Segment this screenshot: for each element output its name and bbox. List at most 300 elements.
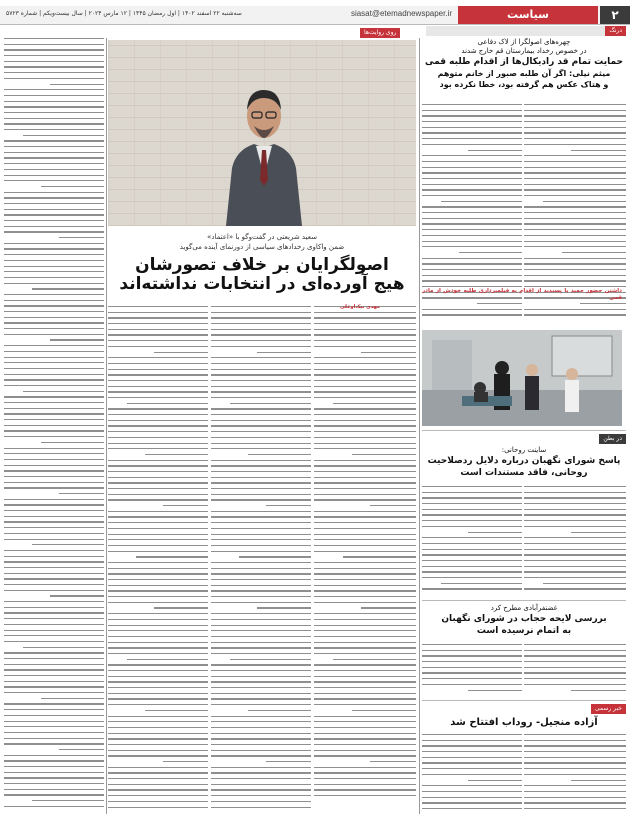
text-line [524,667,626,668]
text-line [524,509,626,510]
text-line [108,317,208,318]
text-line [4,476,104,477]
text-line [108,397,208,398]
text-line [211,716,311,717]
text-line [4,175,104,176]
text-line [314,613,416,614]
lower-right-headline-1: بررسی لایحه حجاب در شورای نگهبان [441,614,607,624]
text-line [422,785,522,786]
text-line [524,486,626,487]
text-line [4,402,104,403]
text-line [211,744,311,745]
text-line [314,704,416,705]
text-line [571,690,626,691]
text-line [4,527,104,528]
text-line [4,539,104,540]
text-line [108,306,208,307]
text-line [422,132,522,133]
text-line [108,784,208,785]
text-line [4,561,104,562]
text-line [314,397,416,398]
text-line [145,710,208,711]
text-line [314,482,416,483]
text-line [524,577,626,578]
text-line [4,197,104,198]
text-line [211,670,311,671]
text-line [108,568,208,569]
text-line [4,413,104,414]
main-kicker: روی روایت‌ها [360,28,400,38]
text-line [4,550,104,551]
text-line [211,386,311,387]
text-line [422,497,522,498]
text-line [4,578,104,579]
text-line [422,241,522,242]
text-line [211,551,311,552]
text-line [32,544,104,545]
text-line [422,206,522,207]
text-line [211,545,311,546]
text-line [108,596,208,597]
text-line [4,38,104,39]
text-line [4,630,104,631]
text-line [4,448,104,449]
text-line [163,505,208,506]
text-line [211,676,311,677]
text-line [314,642,416,643]
text-line [4,243,104,244]
text-line [4,584,104,585]
text-line [4,385,104,386]
text-line [314,329,416,330]
text-line [211,499,311,500]
text-line [4,755,104,756]
text-line [211,613,311,614]
text-line [4,277,104,278]
text-line [524,246,626,247]
text-line [108,613,208,614]
text-line [4,726,104,727]
text-line [422,503,522,504]
byline: مهدی بیک‌اوغلی [340,304,380,310]
left-column [4,38,104,814]
text-line [108,357,208,358]
text-line [4,408,104,409]
text-line [108,579,208,580]
text-line [4,772,104,773]
text-line [211,443,311,444]
text-line [4,379,104,380]
text-line [524,269,626,270]
text-line [108,636,208,637]
text-line [314,596,416,597]
text-line [314,516,416,517]
text-line [524,537,626,538]
text-line [422,275,522,276]
interview-photo [108,40,416,226]
main-headline [108,256,416,294]
text-line [108,437,208,438]
text-line [257,352,311,353]
hospital-scene [422,330,622,426]
text-line [211,397,311,398]
page-number: ۲ [600,6,630,24]
text-line [524,115,626,116]
text-line [314,539,416,540]
text-line [314,511,416,512]
text-line [422,740,522,741]
text-line [314,357,416,358]
text-line [248,454,311,455]
text-line [524,571,626,572]
text-line [4,681,104,682]
text-line [4,49,104,50]
text-line [422,178,522,179]
text-line [108,750,208,751]
text-line [422,526,522,527]
text-line [4,635,104,636]
text-line [314,420,416,421]
text-line [314,573,416,574]
text-line [4,311,104,312]
text-line [422,588,522,589]
text-line [524,144,626,145]
text-line [108,380,208,381]
text-line [524,520,626,521]
text-line [314,750,416,751]
text-line [23,391,104,392]
main-column-middle [211,306,311,814]
text-line [441,201,522,202]
text-line [4,692,104,693]
text-line [257,607,311,608]
text-line [145,454,208,455]
text-line [211,767,311,768]
text-line [314,698,416,699]
text-line [524,178,626,179]
text-line [422,235,522,236]
text-line [211,380,311,381]
text-line [108,733,208,734]
text-line [108,755,208,756]
text-line [4,129,104,130]
text-line [524,492,626,493]
mid-right-headline-1: پاسخ شورای نگهبان درباره دلایل ردصلاحیت [427,456,621,466]
text-line [4,430,104,431]
text-line [211,340,311,341]
text-line [370,761,416,762]
mid-right-body-a [524,486,626,598]
text-line [314,727,416,728]
text-line [108,801,208,802]
text-line [422,520,522,521]
text-line [4,180,104,181]
text-line [59,493,104,494]
text-line [211,664,311,665]
text-line [422,762,522,763]
text-line [422,110,522,111]
text-line [524,554,626,555]
text-line [422,808,522,809]
text-line [4,61,104,62]
text-line [4,118,104,119]
text-line [352,710,416,711]
text-line [211,306,311,307]
text-line [211,772,311,773]
text-line [108,329,208,330]
text-line [108,494,208,495]
mid-right-kicker-title: ساینت روحانی: [501,446,547,454]
text-line [32,800,104,801]
text-line [211,733,311,734]
text-line [108,408,208,409]
text-line [211,522,311,523]
text-line [422,269,522,270]
text-line [4,487,104,488]
text-line [108,477,208,478]
text-line [211,778,311,779]
text-line [108,545,208,546]
text-line [108,425,208,426]
main-column-right [314,306,416,814]
text-line [211,363,311,364]
text-line [4,322,104,323]
text-line [524,514,626,515]
text-line [4,601,104,602]
text-line [524,218,626,219]
text-line [524,774,626,775]
text-line [4,146,104,147]
text-line [266,505,311,506]
text-line [524,172,626,173]
text-line [4,163,104,164]
text-line [211,721,311,722]
text-line [422,791,522,792]
text-line [571,532,626,533]
text-line [211,795,311,796]
text-line [422,684,522,685]
text-line [524,138,626,139]
text-line [524,740,626,741]
text-line [4,419,104,420]
text-line [4,271,104,272]
text-line [4,794,104,795]
text-line [108,488,208,489]
text-line [314,625,416,626]
text-line [524,684,626,685]
text-line [422,734,522,735]
text-line [4,123,104,124]
text-line [422,566,522,567]
text-line [4,72,104,73]
text-line [524,127,626,128]
text-line [211,334,311,335]
text-line [108,511,208,512]
text-line [211,590,311,591]
text-line [211,420,311,421]
text-line [4,664,104,665]
text-line [4,140,104,141]
text-line [524,241,626,242]
text-line [4,459,104,460]
text-line [524,275,626,276]
text-line [314,494,416,495]
text-line [314,437,416,438]
top-right-titles [422,38,626,90]
text-line [524,121,626,122]
text-line [211,579,311,580]
section-title: سیاست [458,6,598,24]
text-line [108,772,208,773]
text-line [4,510,104,511]
text-line [4,709,104,710]
text-line [108,448,208,449]
text-line [211,539,311,540]
text-line [422,172,522,173]
text-line [524,497,626,498]
text-line [422,184,522,185]
text-line [4,254,104,255]
text-line [361,352,416,353]
text-line [108,653,208,654]
text-line [108,630,208,631]
text-line [108,551,208,552]
text-line [314,499,416,500]
text-line [422,537,522,538]
lower-right-headline [422,604,626,637]
text-line [108,647,208,648]
text-line [314,579,416,580]
top-right-headline-2: میثم نیلی: اگر آن طلبه صبور از خانم متوهم [437,69,611,78]
text-line [524,785,626,786]
text-line [333,403,416,404]
text-line [524,206,626,207]
text-line [314,363,416,364]
text-line [4,504,104,505]
text-line [211,704,311,705]
text-line [211,755,311,756]
text-line [4,516,104,517]
text-line [108,534,208,535]
text-line [352,454,416,455]
text-line [314,590,416,591]
text-line [314,767,416,768]
text-line [4,300,104,301]
text-line [4,738,104,739]
text-line [314,778,416,779]
text-line [524,588,626,589]
text-line [4,499,104,500]
text-line [4,220,104,221]
text-line [524,223,626,224]
text-line [50,595,104,596]
text-line [211,681,311,682]
text-line [422,757,522,758]
text-line [4,777,104,778]
text-line [41,186,104,187]
text-line [4,157,104,158]
text-line [314,653,416,654]
text-line [211,488,311,489]
text-line [4,641,104,642]
text-line [422,492,522,493]
text-line [314,585,416,586]
portrait-figure [218,76,310,226]
text-line [4,715,104,716]
text-line [239,556,311,557]
main-column-left [108,306,208,814]
text-line [211,619,311,620]
text-line [4,112,104,113]
section-email[interactable]: siasat@etemadnewspaper.ir [350,9,452,18]
text-line [314,551,416,552]
text-line [524,110,626,111]
text-line [422,577,522,578]
text-line [314,676,416,677]
text-line [108,642,208,643]
text-line [422,104,522,105]
text-line [422,560,522,561]
text-line [211,528,311,529]
text-line [524,672,626,673]
text-line [108,585,208,586]
text-line [4,214,104,215]
bottom-right-kicker: خبر رسمی [591,704,626,714]
text-line [524,526,626,527]
text-line [4,362,104,363]
text-line [524,808,626,809]
text-line [422,543,522,544]
text-line [524,757,626,758]
text-line [524,678,626,679]
text-line [211,568,311,569]
text-line [314,619,416,620]
text-line [422,802,522,803]
text-line [4,652,104,653]
text-line [524,751,626,752]
text-line [108,681,208,682]
text-line [314,340,416,341]
text-line [314,312,416,313]
text-line [163,761,208,762]
text-line [108,539,208,540]
photo-caption-text [422,288,622,328]
mid-right-body-b [422,486,522,598]
text-line [108,789,208,790]
text-line [108,670,208,671]
text-line [211,511,311,512]
text-line [50,84,104,85]
text-line [108,482,208,483]
text-line [211,477,311,478]
text-line [314,733,416,734]
text-line [108,499,208,500]
text-line [211,317,311,318]
text-line [108,516,208,517]
text-line [108,460,208,461]
hospital-photo [422,330,622,426]
text-line [422,195,522,196]
text-line [211,698,311,699]
text-line [4,624,104,625]
text-line [422,514,522,515]
text-line [211,437,311,438]
text-line [4,266,104,267]
text-line [422,672,522,673]
text-line [108,414,208,415]
text-line [108,704,208,705]
text-line [524,762,626,763]
